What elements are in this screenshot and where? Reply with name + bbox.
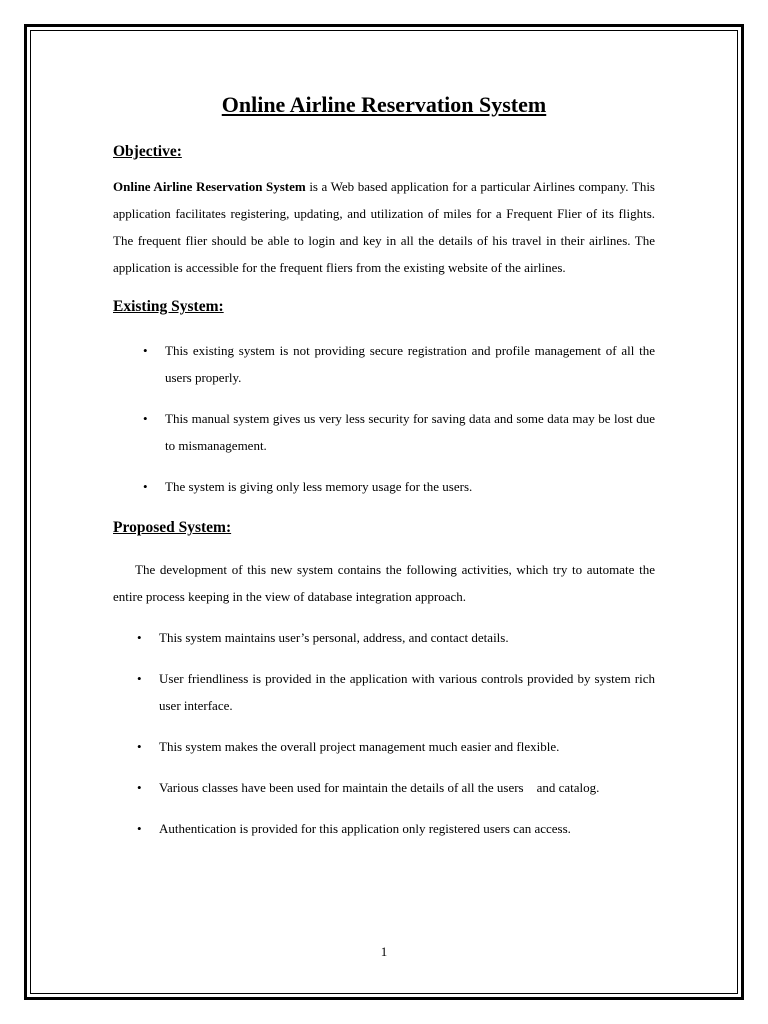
list-item bbox=[143, 405, 655, 459]
bullet-icon: • bbox=[143, 479, 148, 494]
bullet-icon: • bbox=[137, 739, 142, 754]
list-item bbox=[143, 337, 655, 391]
bullet-icon: • bbox=[143, 343, 148, 358]
list-item-text: Authentication is provided for this application only registered users can access. bbox=[159, 821, 571, 836]
list-item-text: This existing system is not providing secure registration and profile management of all the users properly. bbox=[165, 343, 655, 385]
list-item-text: User friendliness is provided in the application with various controls provided by system rich user interface. bbox=[159, 671, 655, 713]
proposed-system-heading: Proposed System: bbox=[113, 519, 232, 536]
list-item bbox=[137, 665, 655, 719]
list-item bbox=[137, 774, 655, 801]
bullet-icon: • bbox=[137, 780, 142, 795]
list-item-text: This system makes the overall project management much easier and flexible. bbox=[159, 739, 560, 754]
objective-heading: Objective: bbox=[113, 143, 182, 160]
existing-system-heading: Existing System: bbox=[113, 298, 224, 315]
page-number: 1 bbox=[380, 944, 388, 959]
objective-text: is a Web based application for a particular Airlines company. This application facilitates registering, updating, and utilization of miles for a Frequent Flier of its flights. The frequent flier should be able to login and key in all the details of his travel in their airlines. The application is accessible for the frequent fliers from the existing website of the airlines. bbox=[113, 179, 655, 275]
proposed-system-list bbox=[113, 624, 655, 842]
bullet-icon: • bbox=[137, 671, 142, 686]
list-item-text: This system maintains user’s personal, address, and contact details. bbox=[159, 630, 509, 645]
bullet-icon: • bbox=[137, 821, 142, 836]
document-body bbox=[113, 90, 655, 842]
proposed-system-intro: The development of this new system contains the following activities, which try to automate the entire process keeping in the view of database integration approach. bbox=[113, 562, 655, 604]
objective-paragraph bbox=[113, 173, 655, 281]
list-item bbox=[143, 473, 655, 500]
list-item bbox=[137, 624, 655, 651]
objective-lead-bold: Online Airline Reservation System bbox=[113, 179, 306, 194]
list-item bbox=[137, 733, 655, 760]
existing-system-list bbox=[113, 337, 655, 500]
list-item bbox=[137, 815, 655, 842]
list-item-text: Various classes have been used for maintain the details of all the users and catalog. bbox=[159, 780, 600, 795]
list-item-text: The system is giving only less memory usage for the users. bbox=[165, 479, 473, 494]
list-item-text: This manual system gives us very less security for saving data and some data may be lost due to mismanagement. bbox=[165, 411, 655, 453]
bullet-icon: • bbox=[143, 411, 148, 426]
bullet-icon: • bbox=[137, 630, 142, 645]
document-title: Online Airline Reservation System bbox=[221, 92, 547, 117]
